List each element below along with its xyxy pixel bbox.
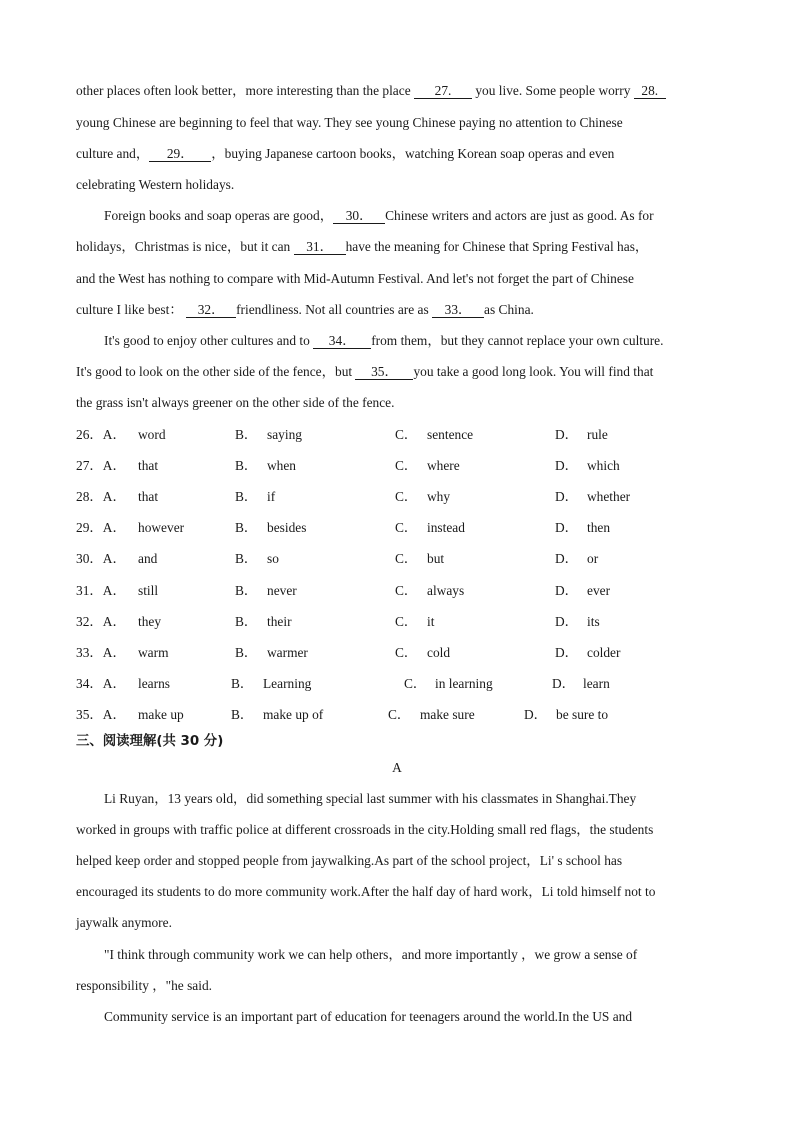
option-b: if <box>267 489 276 504</box>
option-b-label: B． <box>235 551 258 566</box>
option-row-27 <box>76 457 726 475</box>
option-b-label: B． <box>235 458 258 473</box>
passage-line-11: the grass isn't always greener on the other side of the fence. <box>76 395 395 410</box>
option-a: warm <box>138 645 169 660</box>
passage-a-line-6: "I think through community work we can help others，and more importantly ，we grow a sense of <box>104 947 638 962</box>
option-row-34 <box>76 675 726 693</box>
blank-32: 32． <box>186 302 236 318</box>
option-c: in learning <box>435 676 493 691</box>
question-number: 28．A． <box>76 489 126 504</box>
text-run: from them，but they cannot replace your own culture. <box>371 333 664 348</box>
text-run: It's good to look on the other side of the fence，but <box>76 364 356 379</box>
option-c: why <box>427 489 451 504</box>
option-c-label: C． <box>395 458 418 473</box>
passage-a-line-5: jaywalk anymore. <box>76 915 172 930</box>
passage-line-7: and the West has nothing to compare with Mid-Autumn Festival. And let's not forget the part of Chinese <box>76 271 634 286</box>
passage-line-6 <box>76 238 726 256</box>
option-c-label: C． <box>395 583 418 598</box>
passage-line-4: celebrating Western holidays. <box>76 177 235 192</box>
option-b: never <box>267 583 297 598</box>
option-c: instead <box>427 520 465 535</box>
option-c: it <box>427 614 435 629</box>
option-b-label: B． <box>235 614 258 629</box>
option-c: where <box>427 458 460 473</box>
text-run: you live. Some people worry <box>472 83 634 98</box>
text-run: holidays，Christmas is nice，but it can <box>76 239 294 254</box>
option-d: then <box>587 520 611 535</box>
option-b-label: B． <box>231 676 254 691</box>
option-b: so <box>267 551 279 566</box>
option-d: colder <box>587 645 621 660</box>
text-run: ，buying Japanese cartoon books，watching Korean soap operas and even <box>211 146 615 161</box>
option-row-30 <box>76 550 726 568</box>
text-run: as China. <box>484 302 534 317</box>
option-c: make sure <box>420 707 475 722</box>
option-b-label: B． <box>235 583 258 598</box>
option-a: that <box>138 458 159 473</box>
option-d: which <box>587 458 620 473</box>
option-d: ever <box>587 583 611 598</box>
option-c: always <box>427 583 465 598</box>
option-row-29 <box>76 519 726 537</box>
option-d-label: D． <box>555 645 579 660</box>
passage-a-line-3: helped keep order and stopped people from jaywalking.As part of the school project，Li' s school has <box>76 853 623 868</box>
question-number: 31．A． <box>76 583 126 598</box>
option-b-label: B． <box>235 489 258 504</box>
text-run: you take a good long look. You will find that <box>413 364 654 379</box>
option-d: be sure to <box>556 707 609 722</box>
option-c-label: C． <box>388 707 411 722</box>
option-a: and <box>138 551 158 566</box>
blank-34: 34． <box>313 333 371 349</box>
text-run: other places often look better，more interesting than the place <box>76 83 414 98</box>
question-number: 33．A． <box>76 645 126 660</box>
blank-31: 31． <box>294 239 346 255</box>
option-a: they <box>138 614 162 629</box>
option-d: or <box>587 551 599 566</box>
option-a: make up <box>138 707 184 722</box>
blank-30: 30． <box>333 208 385 224</box>
option-a: word <box>138 427 166 442</box>
text-run: culture and， <box>76 146 150 161</box>
option-b: Learning <box>263 676 312 691</box>
passage-a-line-7: responsibility ，"he said. <box>76 978 213 993</box>
passage-line-3 <box>76 145 726 163</box>
question-number: 34．A． <box>76 676 126 691</box>
question-number: 29．A． <box>76 520 126 535</box>
option-c: cold <box>427 645 451 660</box>
option-d: whether <box>587 489 631 504</box>
option-row-32 <box>76 613 726 631</box>
option-a: however <box>138 520 185 535</box>
text-run: It's good to enjoy other cultures and to <box>104 333 314 348</box>
text-run: Chinese writers and actors are just as good. As for <box>385 208 654 223</box>
option-b: saying <box>267 427 302 442</box>
passage-line-10 <box>76 363 726 381</box>
option-row-35 <box>76 706 726 724</box>
blank-27: 27. <box>414 83 472 99</box>
option-c-label: C． <box>395 551 418 566</box>
option-c: sentence <box>427 427 474 442</box>
question-number: 27．A． <box>76 458 126 473</box>
blank-29: 29． <box>149 146 211 162</box>
blank-28: 28. <box>634 83 666 99</box>
passage-a-line-8: Community service is an important part of education for teenagers around the world.In the US and <box>104 1009 633 1024</box>
option-d: rule <box>587 427 608 442</box>
option-b: make up of <box>263 707 324 722</box>
option-b-label: B． <box>235 520 258 535</box>
blank-33: 33． <box>432 302 484 318</box>
option-a: still <box>138 583 159 598</box>
option-c-label: C． <box>395 489 418 504</box>
option-d-label: D． <box>555 458 579 473</box>
passage-line-5 <box>104 207 754 225</box>
text-run: friendliness. Not all countries are as <box>236 302 433 317</box>
option-c: but <box>427 551 445 566</box>
option-d: its <box>587 614 600 629</box>
option-d: learn <box>583 676 610 691</box>
option-d-label: D． <box>555 520 579 535</box>
option-b: besides <box>267 520 307 535</box>
option-c-label: C． <box>395 645 418 660</box>
option-row-28 <box>76 488 726 506</box>
blank-35: 35． <box>355 364 413 380</box>
option-d-label: D． <box>555 489 579 504</box>
option-row-33 <box>76 644 726 662</box>
passage-line-1 <box>76 82 726 100</box>
text-run: have the meaning for Chinese that Spring Festival has， <box>345 239 649 254</box>
section-3-title: 三、阅读理解(共 30 分) <box>76 734 224 749</box>
option-c-label: C． <box>395 614 418 629</box>
passage-a-line-1: Li Ruyan，13 years old，did something special last summer with his classmates in Shanghai.They <box>104 791 637 806</box>
option-b: warmer <box>267 645 308 660</box>
passage-a-line-4: encouraged its students to do more community work.After the half day of hard work，Li told himself not to <box>76 884 656 899</box>
option-c-label: C． <box>395 427 418 442</box>
option-b-label: B． <box>235 427 258 442</box>
option-d-label: D． <box>552 676 576 691</box>
option-c-label: C． <box>395 520 418 535</box>
passage-a-title: A <box>392 760 402 775</box>
passage-line-8 <box>76 301 726 319</box>
option-row-26 <box>76 426 726 444</box>
question-number: 26．A． <box>76 427 126 442</box>
option-b: when <box>267 458 297 473</box>
option-c-label: C． <box>404 676 427 691</box>
passage-a-line-2: worked in groups with traffic police at different crossroads in the city.Holding small red flags，the students <box>76 822 654 837</box>
option-b: their <box>267 614 292 629</box>
text-run: Foreign books and soap operas are good， <box>104 208 334 223</box>
option-d-label: D． <box>555 614 579 629</box>
option-d-label: D． <box>555 427 579 442</box>
option-d-label: D． <box>555 551 579 566</box>
passage-line-2: young Chinese are beginning to feel that way. They see young Chinese paying no attention to Chinese <box>76 115 623 130</box>
question-number: 35．A． <box>76 707 126 722</box>
option-row-31 <box>76 582 726 600</box>
question-number: 32．A． <box>76 614 126 629</box>
option-d-label: D． <box>555 583 579 598</box>
passage-line-9 <box>104 332 754 350</box>
option-b-label: B． <box>235 645 258 660</box>
text-run: culture I like best： <box>76 302 187 317</box>
option-a: that <box>138 489 159 504</box>
question-number: 30．A． <box>76 551 126 566</box>
option-a: learns <box>138 676 170 691</box>
option-d-label: D． <box>524 707 548 722</box>
option-b-label: B． <box>231 707 254 722</box>
